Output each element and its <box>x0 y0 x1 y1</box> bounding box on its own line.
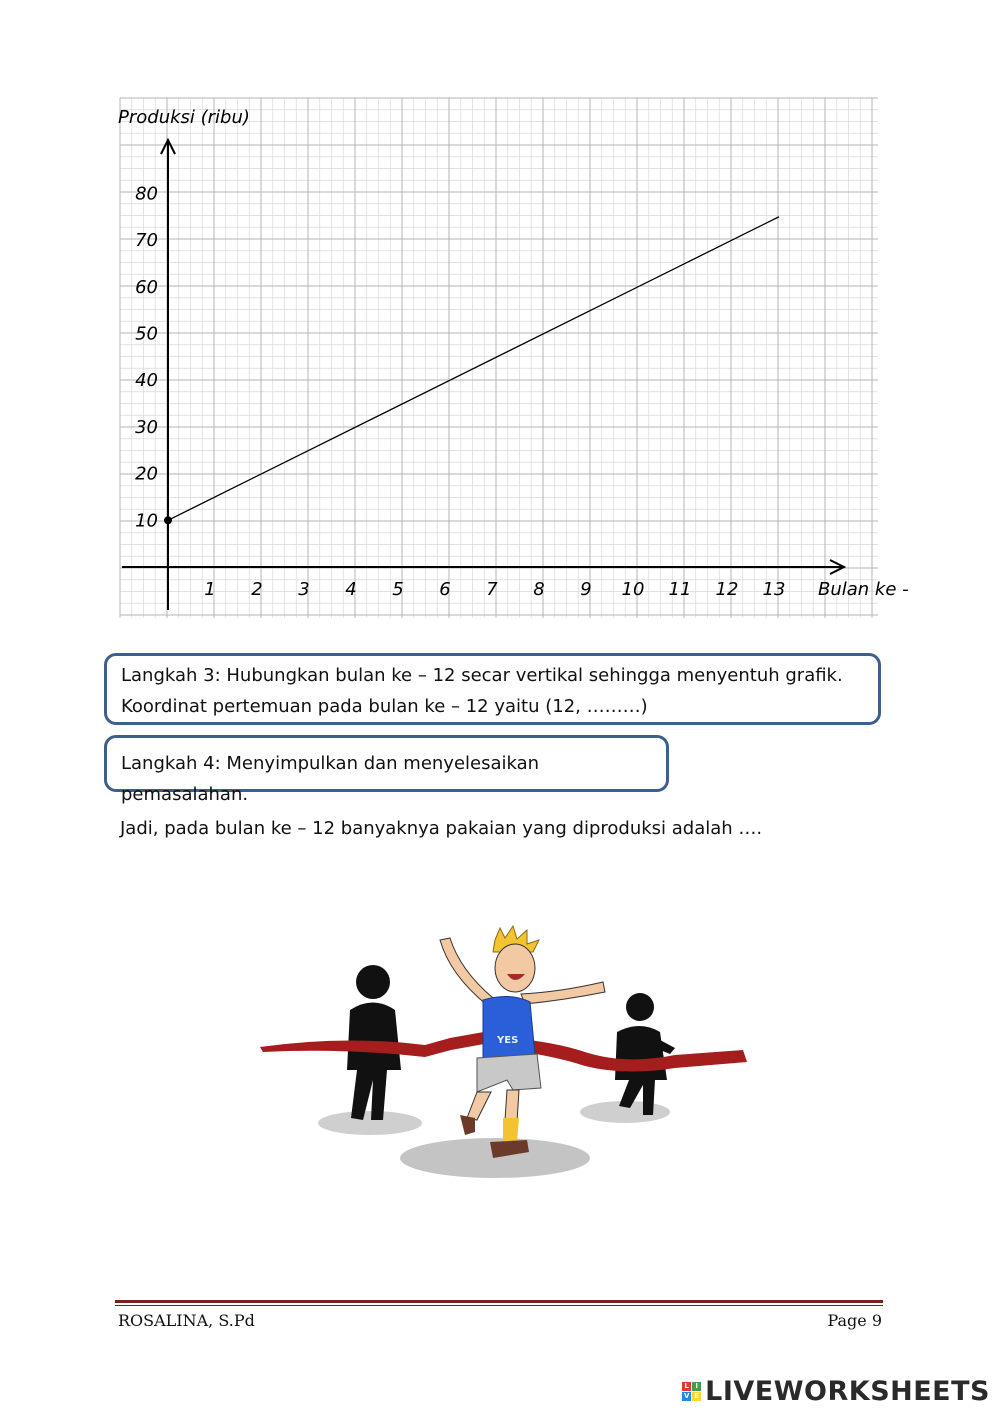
footer-rule-thin <box>115 1305 883 1306</box>
footer-page-number: Page 9 <box>827 1311 882 1330</box>
series-start-point <box>164 516 172 524</box>
liveworksheets-logo-icon <box>682 1382 701 1401</box>
y-tick-label: 80 <box>135 183 158 205</box>
x-tick-label: 13 <box>762 579 786 600</box>
x-tick-label: 5 <box>392 579 404 600</box>
y-tick-label: 60 <box>135 276 158 298</box>
y-tick-label: 40 <box>135 370 158 392</box>
x-tick-label: 7 <box>486 579 498 600</box>
grid-major <box>120 98 878 618</box>
x-tick-label: 4 <box>345 579 357 600</box>
conclusion-text: Jadi, pada bulan ke – 12 banyaknya pakaian yang diproduksi adalah …. <box>120 818 763 839</box>
y-tick-label: 10 <box>135 510 158 532</box>
shadow-left <box>318 1111 422 1135</box>
y-tick-labels <box>135 183 158 531</box>
liveworksheets-text: LIVEWORKSHEETS <box>705 1376 990 1407</box>
x-tick-labels <box>204 579 785 600</box>
logo-letter: I <box>692 1382 701 1391</box>
x-tick-label: 12 <box>715 579 739 600</box>
liveworksheets-watermark[interactable] <box>682 1376 990 1407</box>
x-tick-label: 9 <box>580 579 592 600</box>
y-tick-label: 20 <box>135 463 158 485</box>
x-tick-label: 2 <box>251 579 263 600</box>
production-chart <box>110 90 920 630</box>
footer-rule <box>115 1300 883 1303</box>
step-4-text: Langkah 4: Menyimpulkan dan menyelesaikan pemasalahan. <box>121 753 540 805</box>
y-axis-label: Produksi (ribu) <box>118 107 250 128</box>
x-tick-label: 10 <box>621 579 645 600</box>
grid-minor <box>120 98 878 618</box>
step-3-line-2: Koordinat pertemuan pada bulan ke – 12 yaitu (12, ………) <box>121 696 648 717</box>
y-tick-label: 70 <box>135 230 158 252</box>
logo-letter: V <box>683 1392 690 1400</box>
x-tick-label: 8 <box>533 579 545 600</box>
x-tick-label: 3 <box>298 579 310 600</box>
x-axis-label: Bulan ke - <box>818 579 909 600</box>
x-tick-label: 11 <box>668 579 692 600</box>
x-tick-label: 6 <box>439 579 451 600</box>
x-tick-label: 1 <box>204 579 216 600</box>
step-3-line-1: Langkah 3: Hubungkan bulan ke – 12 secar vertikal sehingga menyentuh grafik. <box>121 665 843 686</box>
axes <box>122 140 844 610</box>
y-tick-label: 30 <box>135 416 158 438</box>
logo-letter: E <box>692 1392 701 1401</box>
series-layer <box>164 217 779 525</box>
logo-letter: L <box>682 1382 691 1391</box>
step-4-box <box>104 735 669 805</box>
silhouette-right <box>615 993 675 1115</box>
finish-line-illustration <box>255 920 755 1190</box>
footer-author: ROSALINA, S.Pd <box>118 1311 255 1330</box>
step-3-box <box>104 653 881 725</box>
y-tick-label: 50 <box>135 323 158 345</box>
shirt-text: YES <box>497 1035 519 1046</box>
